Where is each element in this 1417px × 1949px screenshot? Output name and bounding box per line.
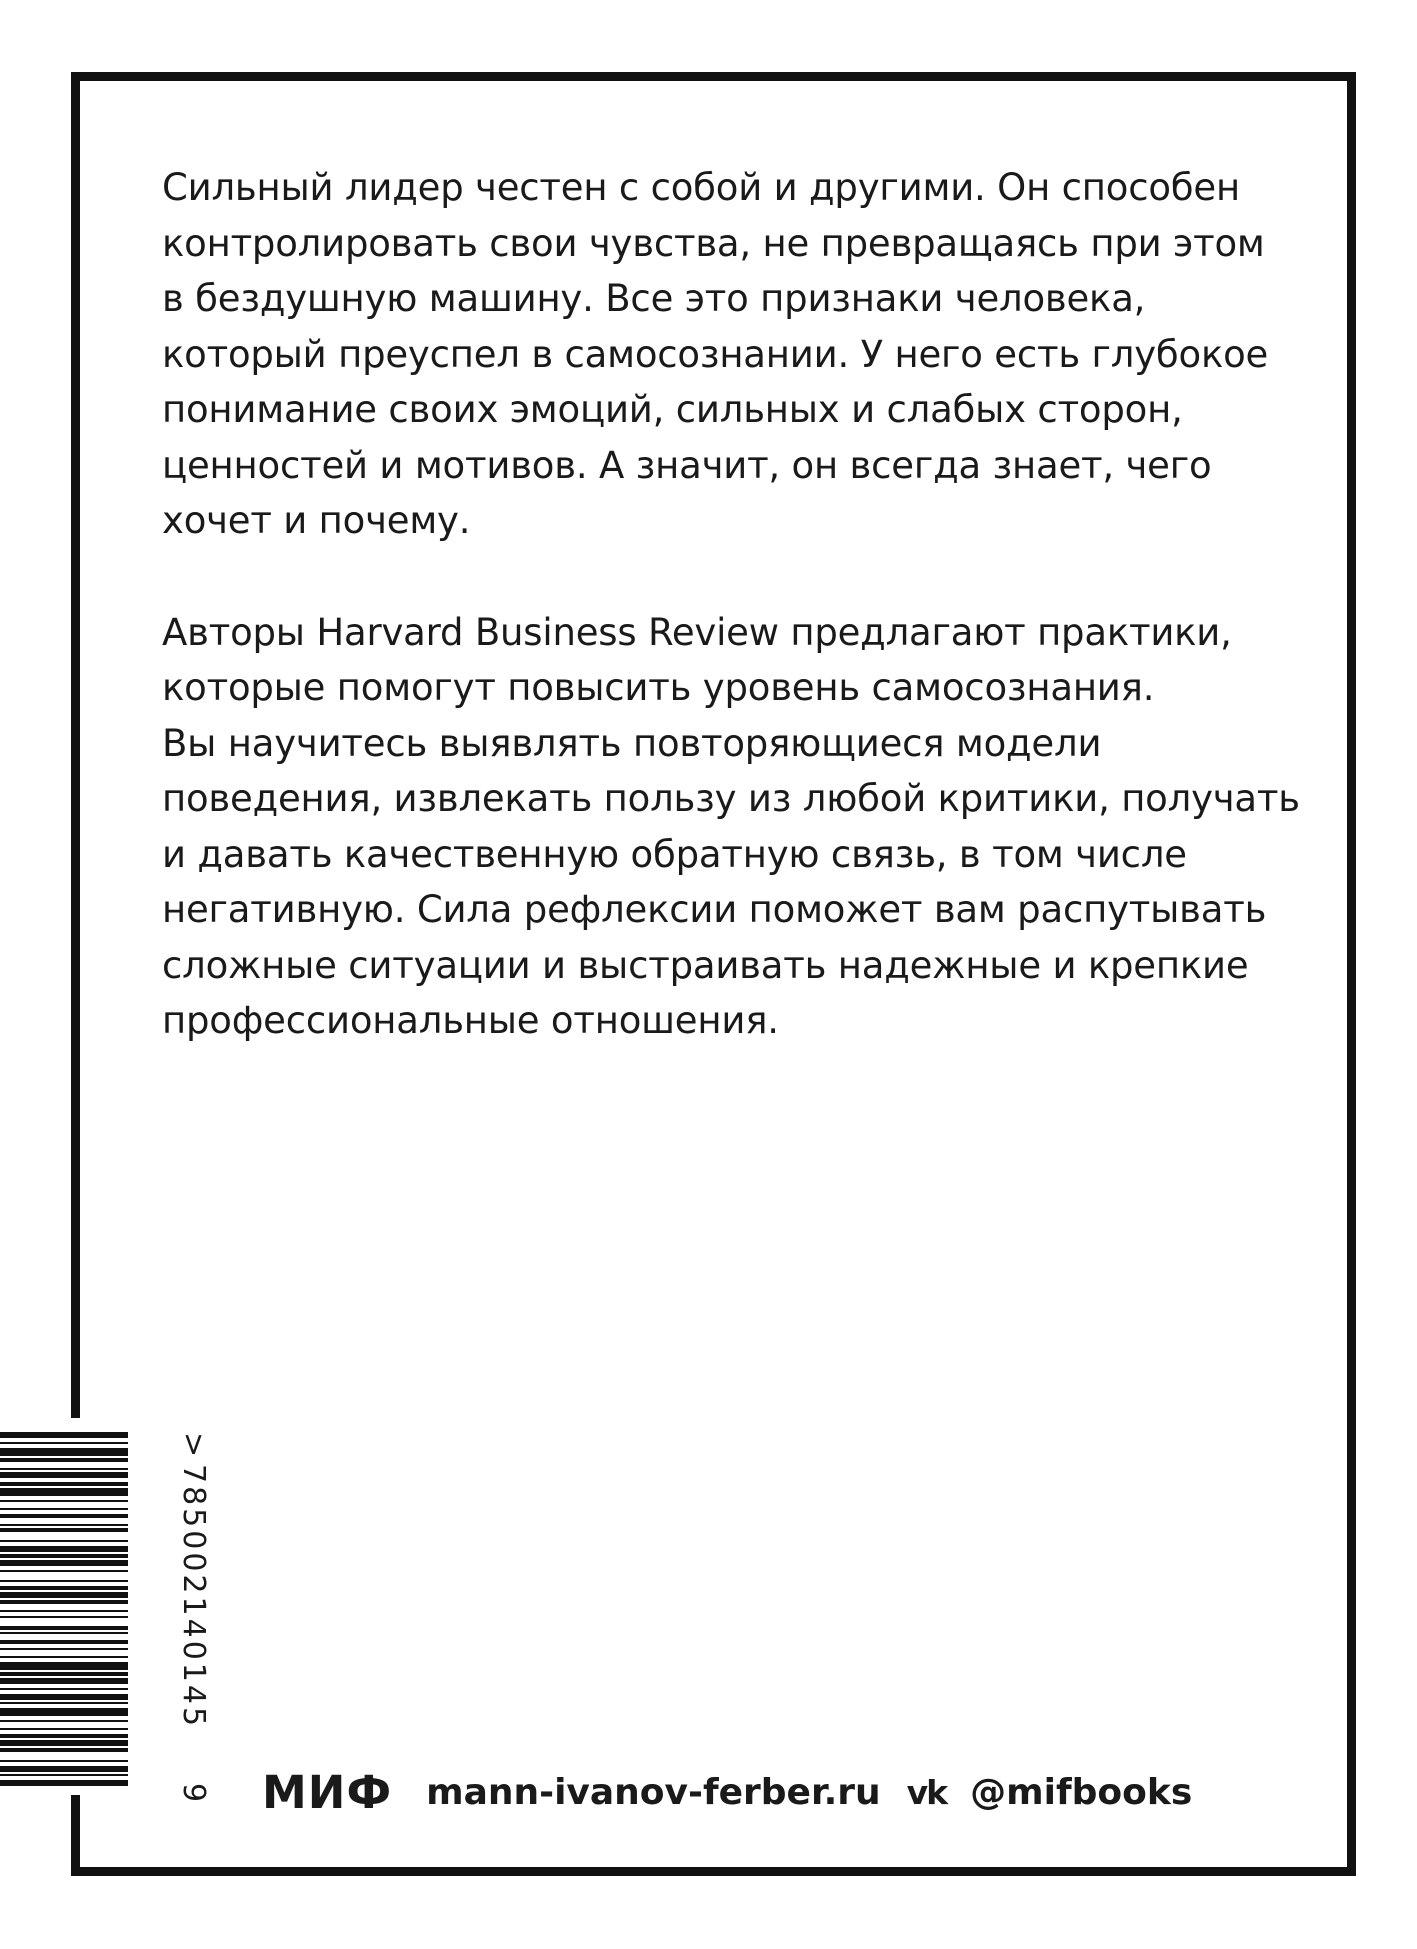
- barcode-bar: [0, 1780, 128, 1786]
- social-handle-link[interactable]: @mifbooks: [970, 1771, 1193, 1813]
- barcode-digits: [176, 1432, 211, 1802]
- barcode-bar: [0, 1600, 128, 1604]
- barcode-bar: [0, 1546, 128, 1552]
- barcode-bar: [0, 1482, 128, 1486]
- barcode-bar: [0, 1632, 128, 1634]
- barcode-bar: [0, 1672, 128, 1676]
- barcode-digits-main: 785002140145: [176, 1464, 211, 1730]
- barcode-bar: [0, 1586, 128, 1590]
- barcode-bar: [0, 1442, 128, 1444]
- vk-icon[interactable]: vk: [906, 1772, 947, 1812]
- barcode-bar: [0, 1432, 128, 1438]
- barcode-bar: [0, 1592, 128, 1598]
- barcode-bar: [0, 1580, 128, 1582]
- barcode-bar: [0, 1472, 128, 1478]
- barcode-end-mark: >: [176, 1432, 211, 1458]
- barcode-bar: [0, 1748, 128, 1752]
- barcode-bar: [0, 1570, 128, 1572]
- frame-bottom-border: [71, 1867, 1356, 1876]
- barcode-bar: [0, 1640, 128, 1644]
- barcode-bar: [0, 1702, 128, 1704]
- barcode-bar: [0, 1734, 128, 1738]
- barcode-bar: [0, 1648, 128, 1650]
- barcode-bar: [0, 1610, 128, 1612]
- barcode-bar: [0, 1540, 128, 1542]
- barcode-bar: [0, 1448, 128, 1456]
- barcode-digit-first: 9: [176, 1783, 211, 1803]
- barcode-bar: [0, 1508, 128, 1510]
- blurb-paragraph-2: Авторы Harvard Business Review предлагают практики, которые помогут повысить уровень самосознания. Вы научитесь выявлять повторяющиеся модели поведения, извлекать пользу из любой критики, получать и давать качественную обратную связь, в том числе негативную. Сила рефлексии поможет вам распутывать сложные ситуации и выстраивать надежные и крепкие профессиональные отношения.: [162, 610, 1300, 1042]
- barcode-bar: [0, 1656, 128, 1658]
- barcode-bar: [0, 1740, 128, 1746]
- barcode-bar: [0, 1500, 128, 1502]
- barcode-bar: [0, 1662, 128, 1670]
- barcode-bar: [0, 1678, 128, 1684]
- barcode-bar: [0, 1688, 128, 1690]
- barcode-bar: [0, 1626, 128, 1630]
- barcode-bar: [0, 1694, 128, 1700]
- publisher-website-link[interactable]: mann-ivanov-ferber.ru: [426, 1771, 881, 1813]
- publisher-logo: МИФ: [262, 1765, 393, 1819]
- frame-right-border: [1347, 72, 1356, 1876]
- barcode-bar: [0, 1616, 128, 1618]
- isbn-barcode: [0, 1428, 211, 1813]
- frame-top-border: [71, 72, 1356, 81]
- barcode-bar: [0, 1774, 128, 1776]
- publisher-footer: [262, 1762, 1192, 1822]
- barcode-bar: [0, 1468, 128, 1470]
- barcode-bar: [0, 1458, 128, 1462]
- back-cover-blurb: [162, 160, 1302, 1049]
- barcode-bar: [0, 1514, 128, 1518]
- barcode-bar: [0, 1488, 128, 1496]
- barcode-bar: [0, 1766, 128, 1772]
- barcode-bar: [0, 1708, 128, 1716]
- barcode-bar: [0, 1760, 128, 1762]
- blurb-paragraph-1: Сильный лидер честен с собой и другими. Он способен контролировать свои чувства, не превращаясь при этом в бездушную машину. Все это признаки человека, который преуспел в самосознании. У него есть глубокое понимание своих эмоций, сильных и слабых сторон, ценностей и мотивов. А значит, он всегда знает, чего хочет и почему.: [162, 166, 1269, 542]
- barcode-bars: [0, 1432, 128, 1786]
- barcode-bar: [0, 1524, 128, 1526]
- frame-left-border: [71, 72, 80, 1418]
- barcode-bar: [0, 1554, 128, 1558]
- barcode-bar: [0, 1528, 128, 1532]
- barcode-bar: [0, 1728, 128, 1730]
- barcode-bar: [0, 1560, 128, 1566]
- barcode-bar: [0, 1720, 128, 1722]
